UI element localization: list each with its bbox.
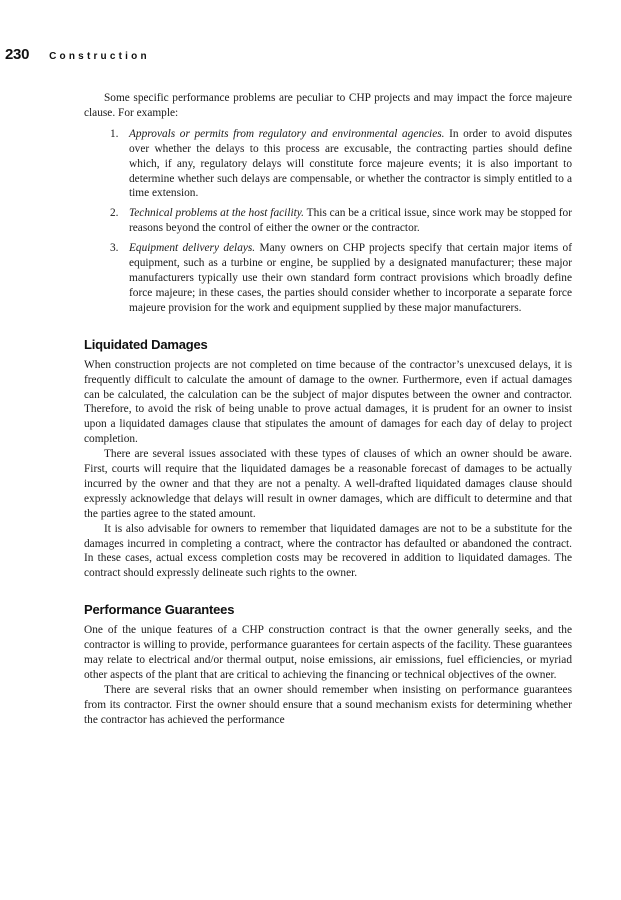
list-item-number: 1. <box>110 127 119 140</box>
list-item-text <box>129 127 572 202</box>
list-item-body: This can be a critical issue, since work may be stopped for reasons beyond the control of either the owner or the contractor. <box>129 207 572 235</box>
paragraph: It is also advisable for owners to remember that liquidated damages are not to be a substitute for the damages incurred in completing a contract, where the contractor has defaulted or abandoned the contract. In these cases, actual excess completion costs may be recovered in addition to liquidated damages. The contract should expressly delineate such rights to the owner. <box>84 522 572 580</box>
paragraph: There are several issues associated with these types of clauses of which an owner should be aware. First, courts will require that the liquidated damages be a reasonable forecast of damages to be actually incurred by the owner and that they are not a penalty. A well-drafted liquidated damages clause should expressly acknowledge that delays will result in owner damages, which are difficult to determine and that the parties agree to the stated amount. <box>84 448 572 520</box>
list-item-text <box>129 206 572 236</box>
list-item <box>110 127 572 202</box>
running-head <box>5 46 150 63</box>
list-item-lead: Equipment delivery delays. <box>129 242 256 255</box>
chapter-title: Construction <box>49 51 150 62</box>
intro-paragraph: Some specific performance problems are peculiar to CHP projects and may impact the force majeure clause. For example: <box>84 92 572 119</box>
force-majeure-list <box>84 127 572 316</box>
list-item-lead: Approvals or permits from regulatory and environmental agencies. <box>129 127 445 140</box>
section-heading-liquidated-damages: Liquidated Damages <box>84 336 208 352</box>
page-number: 230 <box>5 46 30 63</box>
list-item-body: In order to avoid disputes over whether the delays to this process are excusable, the contracting parties should define which, if any, regulatory delays will constitute force majeure events; it is also important to determine whether such delays are compensable, or whether the contractor is simply entitled to a time extension. <box>129 127 572 200</box>
paragraph: One of the unique features of a CHP construction contract is that the owner generally seeks, and the contractor is willing to provide, performance guarantees for certain aspects of the facility. These guarantees may relate to electrical and/or thermal output, noise emissions, air emissions, fuel efficiencies, or myriad other aspects of the plant that are critical to achieving the financing or technical objectives of the owner. <box>84 624 572 681</box>
paragraph: When construction projects are not completed on time because of the contractor’s unexcused delays, it is frequently difficult to calculate the amount of damage to the owner. Furthermore, even if actual damages can be calculated, the calculation can be the subject of major disputes between the owner and contractor. Therefore, to avoid the risk of being unable to prove actual damages, it is prudent for an owner to insist upon a liquidated damages clause that stipulates the amount of damages for each day of delay to project completion. <box>84 358 572 446</box>
list-item <box>110 206 572 236</box>
page-body <box>84 91 572 728</box>
list-item-text <box>129 241 572 316</box>
list-item-body: Many owners on CHP projects specify that certain major items of equipment, such as a turbine or engine, be supplied by a designated manufacturer; these major manufacturers typically use their own standard form contract provisions which broadly define force majeure; in these cases, the parties should consider whether to incorporate a separate force majeure provision for the work and equipment supplied by these major manufacturers. <box>129 242 572 314</box>
paragraph: There are several risks that an owner should remember when insisting on performance guarantees from its contractor. First the owner should ensure that a sound mechanism exists for determining whether the contractor has achieved the performance <box>84 683 572 726</box>
list-item-lead: Technical problems at the host facility. <box>129 207 305 220</box>
section-heading-performance-guarantees: Performance Guarantees <box>84 602 235 618</box>
list-item-number: 3. <box>110 242 119 255</box>
list-item <box>110 241 572 316</box>
list-item-number: 2. <box>110 207 119 220</box>
